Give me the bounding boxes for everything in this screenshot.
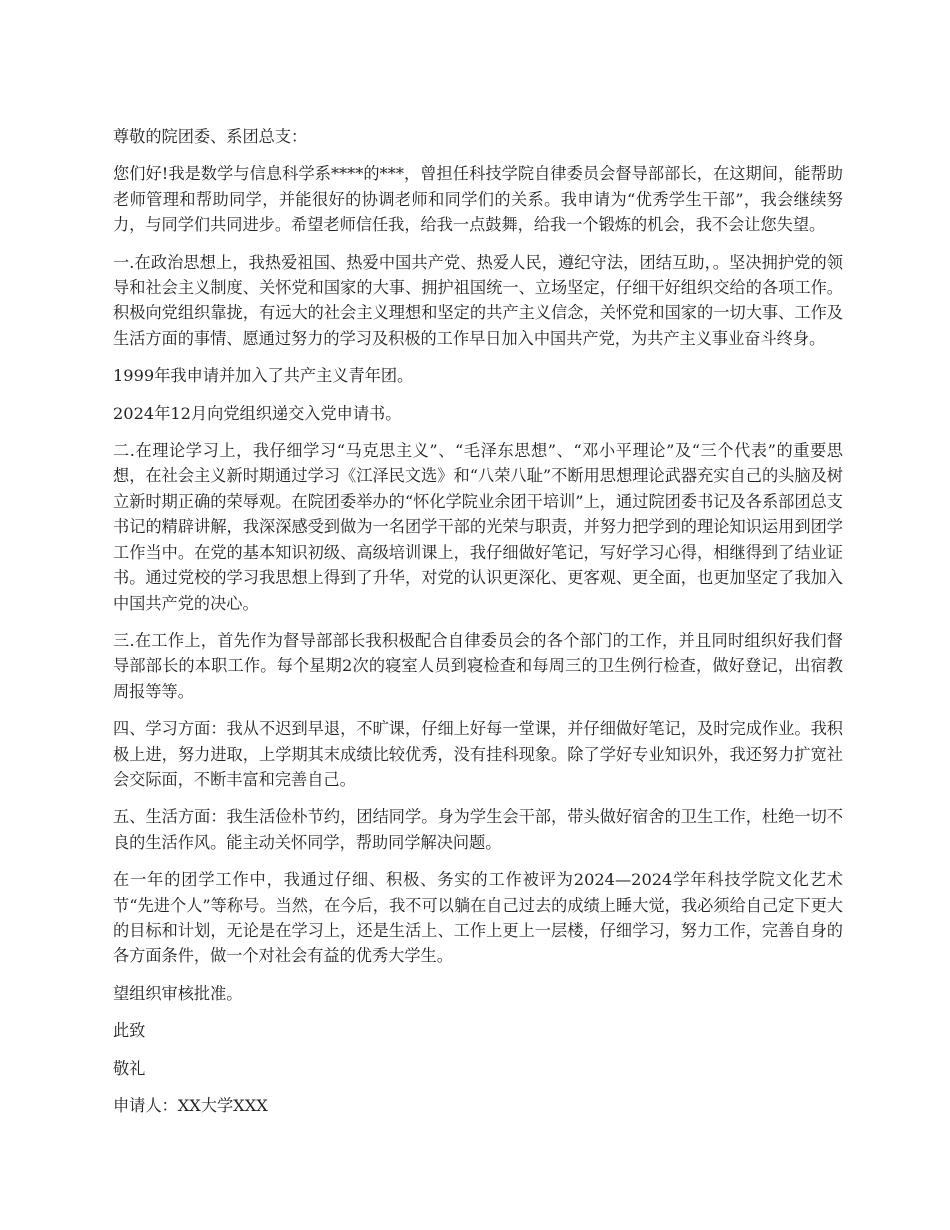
paragraph-study: 四、学习方面：我从不迟到早退，不旷课，仔细上好每一堂课，并仔细做好笔记，及时完成作业。我积极上进，努力进取，上学期其末成绩比较优秀，没有挂科现象。除了学好专业知识外，我还努力扩宽社会交际面，不断丰富和完善自己。 xyxy=(113,719,843,789)
closing-line-1: 此致 xyxy=(113,1021,146,1041)
signature: 申请人：XX大学XXX xyxy=(113,1096,268,1115)
paragraph-life: 五、生活方面：我生活俭朴节约，团结同学。身为学生会干部，带头做好宿舍的卫生工作，杜绝一切不良的生活作风。能主动关怀同学，帮助同学解决问题。 xyxy=(113,807,843,852)
salutation: 尊敬的院团委、系团总支： xyxy=(113,127,308,146)
paragraph-intro: 您们好!我是数学与信息科学系****的***，曾担任科技学院自律委员会督导部部长，在这期间，能帮助老师管理和帮助同学，并能很好的协调老师和同学们的关系。我申请为“优秀学生干部”，我会继续努力，与同学们共同进步。希望老师信任我，给我一点鼓舞，给我一个锻炼的机会，我不会让您失望。 xyxy=(113,164,843,235)
closing-line-2: 敬礼 xyxy=(113,1058,146,1078)
paragraph-request: 望组织审核批准。 xyxy=(113,983,243,1003)
paragraph-work: 三.在工作上，首先作为督导部部长我积极配合自律委员会的各个部门的工作，并且同时组织好我们督导部部长的本职工作。每个星期2次的寝室人员到寝检查和每周三的卫生例行检查，做好登记，出宿教周报等等。 xyxy=(113,630,843,701)
paragraph-political: 一.在政治思想上，我热爱祖国、热爱中国共产党、热爱人民，遵纪守法，团结互助，。坚决拥护党的领导和社会主义制度、关怀党和国家的大事、拥护祖国统一、立场坚定，仔细干好组织交给的各项工作。积极向党组织靠拢，有远大的社会主义理想和坚定的共产主义信念，关怀党和国家的一切大事、工作及生活方面的事情、愿通过努力的学习及积极的工作早日加入中国共产党，为共产主义事业奋斗终身。 xyxy=(113,252,843,348)
paragraph-party-application: 2024年12月向党组织递交入党申请书。 xyxy=(113,403,402,423)
paragraph-summary: 在一年的团学工作中，我通过仔细、积极、务实的工作被评为2024—2024学年科技学院文化艺术节“先进个人”等称号。当然，在今后，我不可以躺在自己过去的成绩上睡大觉，我必须给自己定下更大的目标和计划，无论是在学习上，还是生活上、工作上更上一层楼，仔细学习，努力工作，完善自身的各方面条件，做一个对社会有益的优秀大学生。 xyxy=(113,870,843,966)
paragraph-theory: 二.在理论学习上，我仔细学习“马克思主义”、“毛泽东思想”、“邓小平理论”及“三个代表”的重要思想，在社会主义新时期通过学习《江泽民文选》和“八荣八耻”不断用思想理论武器充实自己的头脑及树立新时期正确的荣辱观。在院团委举办的“怀化学院业余团干培训”上，通过院团委书记及各系部团总支书记的精辟讲解，我深深感受到做为一名团学干部的光荣与职责，并努力把学到的理论知识运用到团学工作当中。在党的基本知识初级、高级培训课上，我仔细做好笔记，写好学习心得，相继得到了结业证书。通过党校的学习我思想上得到了升华，对党的认识更深化、更客观、更全面，也更加坚定了我加入中国共产党的决心。 xyxy=(113,441,843,613)
letter-document xyxy=(113,124,843,1130)
paragraph-league-join: 1999年我申请并加入了共产主义青年团。 xyxy=(113,366,414,386)
